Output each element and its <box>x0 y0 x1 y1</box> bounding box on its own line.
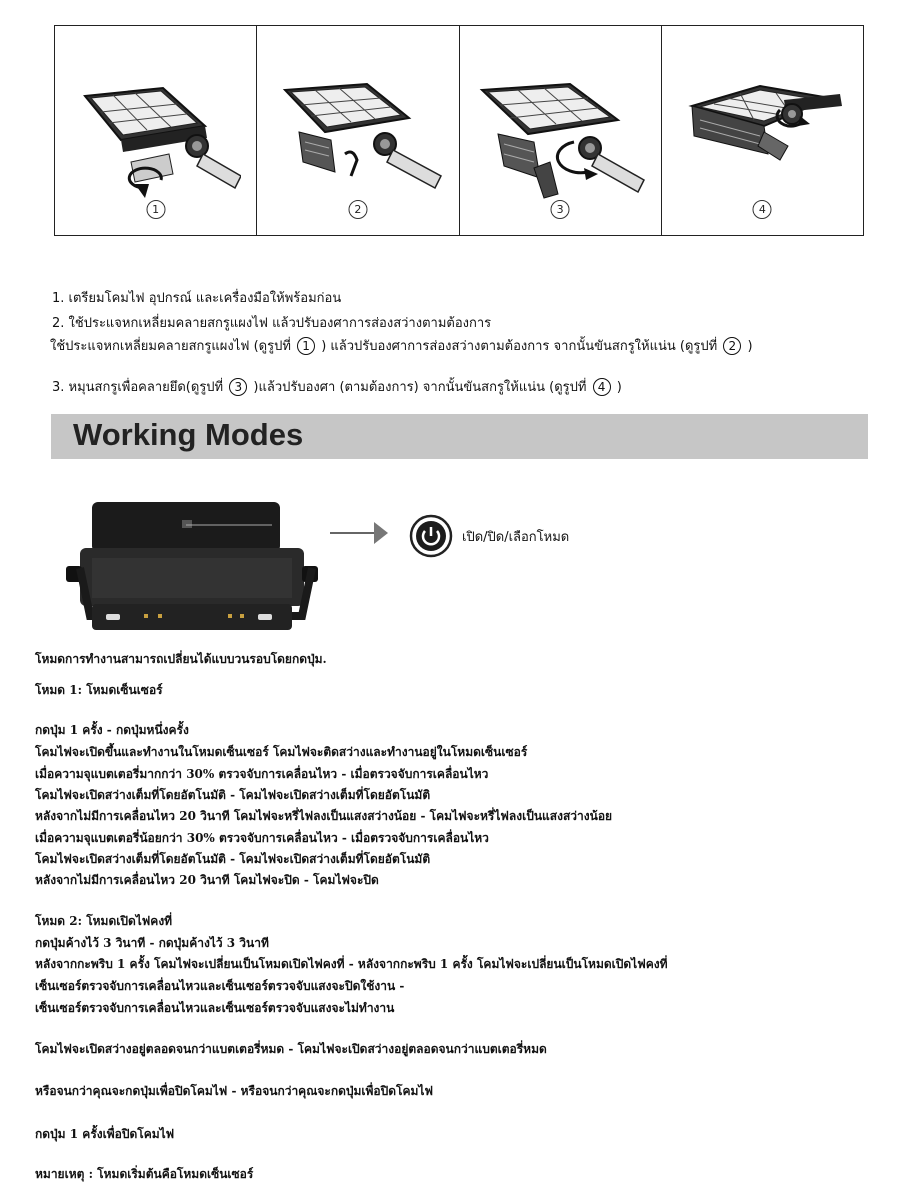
instruction-text: ) แล้วปรับองศาการส่องสว่างตามต้องการ จากนั้นขันสกรูให้แน่น (ดูรูปที่ <box>321 339 718 354</box>
arrow-icon <box>330 518 390 548</box>
modes-intro: โหมดการทำงานสามารถเปลี่ยนได้แบบวนรอบโดยกดปุ่ม. <box>35 652 327 666</box>
lamp-illustration-step-3 <box>478 76 646 206</box>
step-panel-1 <box>55 26 257 235</box>
mode-2-line-1: กดปุ่มค้างไว้ 3 วินาที - กดปุ่มค้างไว้ 3 วินาที <box>35 936 269 950</box>
step-panel-2 <box>257 26 459 235</box>
mode-1-line-6: เมื่อความจุแบตเตอรี่น้อยกว่า 30% ตรวจจับการเคลื่อนไหว - เมื่อตรวจจับการเคลื่อนไหว <box>35 831 489 845</box>
paragraph-press-off: หรือจนกว่าคุณจะกดปุ่มเพื่อปิดโคมไฟ - หรือจนกว่าคุณจะกดปุ่มเพื่อปิดโคมไฟ <box>35 1084 433 1098</box>
mode-2-line-3: เซ็นเซอร์ตรวจจับการเคลื่อนไหวและเซ็นเซอร์ตรวจจับแสงจะปิดใช้งาน - <box>35 979 405 993</box>
circled-number: 1 <box>297 337 315 355</box>
mode-1-line-7: โคมไฟจะเปิดสว่างเต็มที่โดยอัตโนมัติ - โคมไฟจะเปิดสว่างเต็มที่โดยอัตโนมัติ <box>35 852 431 866</box>
power-button-icon <box>409 514 453 558</box>
mode-1-line-5: หลังจากไม่มีการเคลื่อนไหว 20 วินาที โคมไฟจะหรี่ไฟลงเป็นแสงสว่างน้อย - โคมไฟจะหรี่ไฟลงเป็นแสงสว่างน้อย <box>35 809 613 823</box>
step-number-4: 4 <box>753 200 772 219</box>
instruction-line-2-detail <box>50 335 753 356</box>
circled-number: 4 <box>593 378 611 396</box>
instruction-line-1: 1. เตรียมโคมไฟ อุปกรณ์ และเครื่องมือให้พร้อมก่อน <box>52 291 342 306</box>
mode-1-line-3: เมื่อความจุแบตเตอรี่มากกว่า 30% ตรวจจับการเคลื่อนไหว - เมื่อตรวจจับการเคลื่อนไหว <box>35 767 489 781</box>
instruction-text: ใช้ประแจหกเหลี่ยมคลายสกรูแผงไฟ (ดูรูปที่ <box>50 339 291 354</box>
circled-number: 3 <box>229 378 247 396</box>
mode-2-title: โหมด 2: โหมดเปิดไฟคงที่ <box>35 914 173 928</box>
instruction-text: )แล้วปรับองศา (ตามต้องการ) จากนั้นขันสกรูให้แน่น (ดูรูปที่ <box>253 380 587 395</box>
mode-1-line-4: โคมไฟจะเปิดสว่างเต็มที่โดยอัตโนมัติ - โคมไฟจะเปิดสว่างเต็มที่โดยอัตโนมัติ <box>35 788 431 802</box>
lamp-back-photo <box>62 498 322 634</box>
step-panel-3 <box>460 26 662 235</box>
instruction-line-3 <box>52 376 622 397</box>
mode-2-line-4: เซ็นเซอร์ตรวจจับการเคลื่อนไหวและเซ็นเซอร์ตรวจจับแสงจะไม่ทำงาน <box>35 1001 395 1015</box>
mode-1-line-1: กดปุ่ม 1 ครั้ง - กดปุ่มหนึ่งครั้ง <box>35 723 189 737</box>
section-header-bar <box>51 414 868 459</box>
circled-number: 2 <box>723 337 741 355</box>
lamp-illustration-step-4 <box>680 76 848 206</box>
power-button-label: เปิด/ปิด/เลือกโหมด <box>462 530 570 545</box>
mode-1-line-8: หลังจากไม่มีการเคลื่อนไหว 20 วินาที โคมไฟจะปิด - โคมไฟจะปิด <box>35 873 379 887</box>
installation-steps-figure <box>54 25 864 236</box>
instruction-text: 3. หมุนสกรูเพื่อคลายยึด(ดูรูปที่ <box>52 380 224 395</box>
mode-1-line-2: โคมไฟจะเปิดขึ้นและทำงานในโหมดเซ็นเซอร์ โคมไฟจะติดสว่างและทำงานอยู่ในโหมดเซ็นเซอร์ <box>35 745 528 759</box>
lamp-illustration-step-2 <box>275 76 443 206</box>
note-default-mode: หมายเหตุ : โหมดเริ่มต้นคือโหมดเซ็นเซอร์ <box>35 1167 254 1181</box>
mode-2-line-2: หลังจากกะพริบ 1 ครั้ง โคมไฟจะเปลี่ยนเป็นโหมดเปิดไฟคงที่ - หลังจากกะพริบ 1 ครั้ง โคมไฟจะเปลี่ยนเป็นโหมดเปิดไฟคงที่ <box>35 957 668 971</box>
step-number-1: 1 <box>146 200 165 219</box>
instruction-line-2: 2. ใช้ประแจหกเหลี่ยมคลายสกรูแผงไฟ แล้วปรับองศาการส่องสว่างตามต้องการ <box>52 316 492 331</box>
step-number-2: 2 <box>348 200 367 219</box>
paragraph-battery: โคมไฟจะเปิดสว่างอยู่ตลอดจนกว่าแบตเตอรี่หมด - โคมไฟจะเปิดสว่างอยู่ตลอดจนกว่าแบตเตอรี่หมด <box>35 1042 547 1056</box>
paragraph-press-once: กดปุ่ม 1 ครั้งเพื่อปิดโคมไฟ <box>35 1127 175 1141</box>
instruction-text: ) <box>616 380 622 395</box>
lamp-illustration-step-1 <box>73 76 241 206</box>
mode-1-title: โหมด 1: โหมดเซ็นเซอร์ <box>35 683 163 697</box>
instruction-text: ) <box>747 339 753 354</box>
step-panel-4 <box>662 26 863 235</box>
section-title: Working Modes <box>73 417 304 452</box>
step-number-3: 3 <box>551 200 570 219</box>
